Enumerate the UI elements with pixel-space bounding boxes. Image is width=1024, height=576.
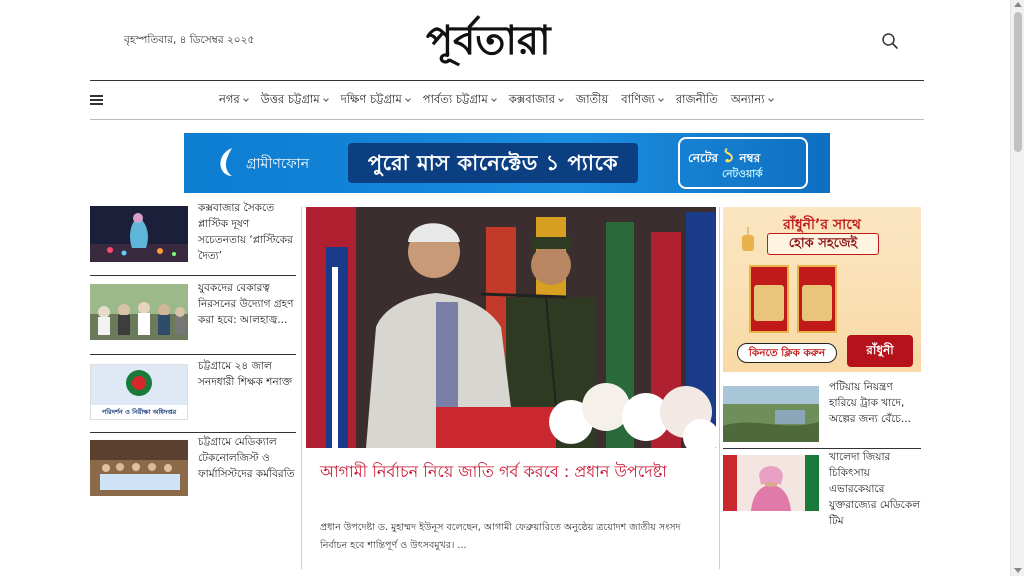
- main-nav: [219, 89, 773, 111]
- news-thumbnail: [723, 386, 819, 442]
- lead-image[interactable]: [306, 207, 716, 448]
- page-scrollbar[interactable]: [1010, 0, 1024, 576]
- nav-item-hill-tracts[interactable]: পার্বত্য চট্টগ্রাম: [423, 91, 496, 110]
- search-button[interactable]: [880, 31, 900, 51]
- nav-item-national[interactable]: জাতীয়: [575, 91, 609, 106]
- header-divider: [90, 80, 924, 81]
- news-thumbnail: [90, 284, 188, 340]
- lantern-icon: [733, 227, 763, 257]
- ad-brand-name: গ্রামীণফোন: [246, 156, 310, 172]
- news-thumbnail: [90, 440, 188, 496]
- news-thumbnail: [723, 455, 819, 511]
- news-title: যুবকদের বেকারত্ব নিরসনের উদ্যোগ গ্রহণ করা হবে: আলহাজ্ব...: [198, 282, 294, 326]
- chevron-down-icon: [558, 96, 564, 102]
- buy-now-button[interactable]: কিনতে ক্লিক করুন: [737, 343, 837, 363]
- divider: [90, 432, 296, 433]
- grameenphone-banner-ad[interactable]: [184, 133, 830, 193]
- news-title: চট্টগ্রামে ২৪ জাল সনদধারী শিক্ষক শনাক্ত: [198, 360, 292, 388]
- crescent-moon-icon: [873, 277, 913, 327]
- news-title: চট্টগ্রামে মেডিক্যাল টেকনোলজিস্ট ও ফার্মাসিস্টদের কর্মবিরতি: [198, 436, 295, 480]
- nav-divider: [90, 119, 924, 120]
- news-title: খালেদা জিয়ার চিকিৎসায় এভারকেয়ারে যুক্তরাজ্যের মেডিকেল টিম: [829, 451, 921, 527]
- nav-item-city[interactable]: নগর: [219, 91, 248, 110]
- ad-line-1: রাঁধুনী’র সাথে: [783, 217, 861, 233]
- product-pack-image: [749, 265, 789, 333]
- column-divider: [719, 207, 720, 569]
- news-title: কক্সবাজার সৈকতে প্লাস্টিক দূষণ সচেতনতায় ‘প্লাস্টিকের দৈত্য’: [198, 202, 293, 262]
- chevron-down-icon: [658, 96, 664, 102]
- chevron-down-icon: [323, 96, 329, 102]
- search-icon: [880, 31, 900, 51]
- current-date: বৃহস্পতিবার, ৪ ডিসেম্বর ২০২৫: [124, 34, 255, 46]
- site-logo[interactable]: [424, 6, 596, 72]
- nav-item-others[interactable]: অন্যান্য: [731, 91, 773, 110]
- ad-network-badge: নেটের ১ নম্বর নেটওয়ার্ক: [678, 137, 808, 189]
- ad-line-2: হোক সহজেই: [767, 233, 879, 255]
- nav-item-coxs-bazar[interactable]: কক্সবাজার: [509, 91, 563, 110]
- news-thumbnail: [90, 364, 188, 420]
- chevron-down-icon: [491, 96, 497, 102]
- nav-item-south-chattogram[interactable]: দক্ষিণ চট্টগ্রাম: [341, 91, 410, 110]
- chevron-down-icon: [243, 96, 249, 102]
- news-title: পটিয়ায় নিয়ন্ত্রণ হারিয়ে ট্রাক খাদে, অল্পের জন্য বেঁচে...: [829, 381, 911, 425]
- scroll-thumb[interactable]: [1014, 12, 1022, 152]
- thumbnail-caption: পরিদর্শন ও নিরীক্ষা অধিদপ্তর: [91, 405, 187, 419]
- hamburger-menu-icon[interactable]: [90, 95, 103, 105]
- chevron-down-icon: [405, 96, 411, 102]
- product-pack-image: [797, 265, 837, 333]
- site-logo-text: পূর্বতারা: [426, 18, 551, 64]
- grameenphone-logo-icon: [214, 146, 240, 180]
- nav-item-politics[interactable]: রাজনীতি: [675, 91, 718, 106]
- ad-brand-badge: রাঁধুনী: [847, 335, 913, 367]
- radhuni-side-ad[interactable]: [723, 207, 921, 372]
- nav-item-north-chattogram[interactable]: উত্তর চট্টগ্রাম: [261, 91, 328, 110]
- lead-summary: প্রধান উপদেষ্টা ড. মুহাম্মদ ইউনূস বলেছেন, আগামী ফেব্রুয়ারিতে অনুষ্ঠেয় ত্রয়োদশ জাতীয় সংসদ নির্বাচন হবে শান্তিপূর্ণ ও উৎসবমুখর। ...: [320, 522, 681, 551]
- divider: [90, 354, 296, 355]
- lead-headline[interactable]: আগামী নির্বাচন নিয়ে জাতি গর্ব করবে : প্রধান উপদেষ্টা: [320, 462, 667, 481]
- scroll-down-arrow-icon[interactable]: [1014, 568, 1022, 573]
- column-divider: [301, 207, 302, 569]
- news-thumbnail: [90, 206, 188, 262]
- ad-headline: পুরো মাস কানেক্টেড ১ প্যাকে: [348, 143, 638, 183]
- scroll-up-arrow-icon[interactable]: [1014, 2, 1022, 7]
- divider: [90, 275, 296, 276]
- chevron-down-icon: [768, 96, 774, 102]
- nav-item-commerce[interactable]: বাণিজ্য: [621, 91, 663, 110]
